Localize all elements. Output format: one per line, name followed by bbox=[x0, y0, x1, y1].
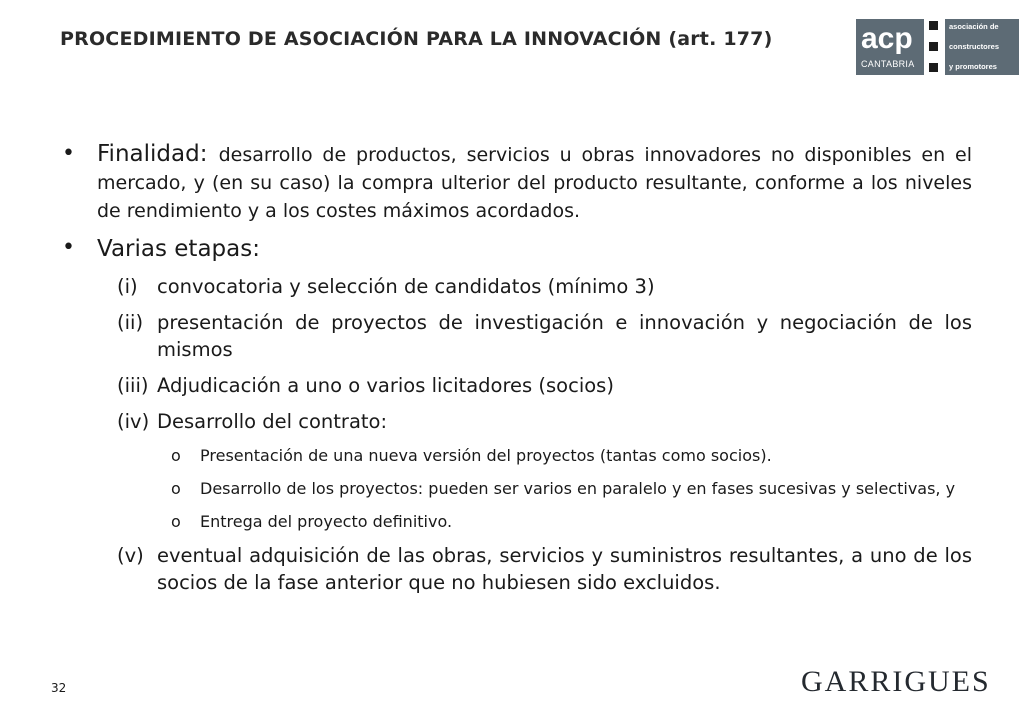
step-number: (i) bbox=[117, 275, 138, 298]
logo-line-3: y promotores bbox=[949, 62, 997, 71]
slide-content bbox=[60, 140, 972, 605]
circle-bullet-icon: o bbox=[171, 446, 181, 465]
varias-label: Varias etapas: bbox=[97, 236, 260, 262]
step-number: (ii) bbox=[117, 311, 144, 334]
substep-item bbox=[60, 509, 972, 534]
step-text: presentación de proyectos de investigación e innovación y negociación de los mismos bbox=[157, 311, 972, 361]
steps-list bbox=[60, 273, 972, 596]
logo-square-icon bbox=[929, 42, 938, 51]
finalidad-lead: Finalidad: bbox=[97, 141, 219, 167]
acp-cantabria-logo bbox=[856, 19, 1019, 75]
step-item bbox=[60, 542, 972, 596]
circle-bullet-icon: o bbox=[171, 479, 181, 498]
step-text: Adjudicación a uno o varios licitadores (socios) bbox=[157, 374, 614, 397]
logo-square-icon bbox=[929, 63, 938, 72]
substep-item bbox=[60, 476, 972, 501]
step-number: (iii) bbox=[117, 374, 149, 397]
bullet-finalidad bbox=[60, 140, 972, 225]
step-item bbox=[60, 408, 972, 435]
substep-text: Desarrollo de los proyectos: pueden ser varios en paralelo y en fases sucesivas y selectivas, y bbox=[200, 479, 956, 498]
bullet-varias-etapas bbox=[60, 234, 972, 264]
step-text: Desarrollo del contrato: bbox=[157, 410, 388, 433]
garrigues-logo: GARRIGUES bbox=[801, 665, 991, 698]
step-text: eventual adquisición de las obras, servicios y suministros resultantes, a uno de los socios de la fase anterior que no hubiesen sido excluidos. bbox=[157, 544, 972, 594]
logo-region: CANTABRIA bbox=[861, 59, 915, 69]
substep-text: Presentación de una nueva versión del proyectos (tantas como socios). bbox=[200, 446, 772, 465]
substep-text: Entrega del proyecto definitivo. bbox=[200, 512, 453, 531]
step-text: convocatoria y selección de candidatos (mínimo 3) bbox=[157, 275, 655, 298]
logo-words-block bbox=[945, 19, 1019, 75]
step-number: (iv) bbox=[117, 410, 150, 433]
logo-line-2: constructores bbox=[949, 42, 1000, 51]
step-item bbox=[60, 309, 972, 363]
step-item bbox=[60, 372, 972, 399]
logo-acronym: acp bbox=[861, 22, 913, 55]
logo-squares bbox=[924, 19, 945, 75]
slide-title: PROCEDIMIENTO DE ASOCIACIÓN PARA LA INNOVACIÓN (art. 177) bbox=[60, 28, 773, 50]
logo-square-icon bbox=[929, 21, 938, 30]
step-item bbox=[60, 273, 972, 300]
substep-item bbox=[60, 443, 972, 468]
bullet-icon: • bbox=[62, 235, 75, 260]
finalidad-text: desarrollo de productos, servicios u obras innovadores no disponibles en el mercado, y (en su caso) la compra ulterior del producto resultante, conforme a los niveles de rendimiento y a los costes máximos acordados. bbox=[97, 144, 972, 222]
step-number: (v) bbox=[117, 544, 144, 567]
substeps-list bbox=[60, 443, 972, 534]
circle-bullet-icon: o bbox=[171, 512, 181, 531]
page-number: 32 bbox=[51, 681, 67, 695]
logo-main-block bbox=[856, 19, 924, 75]
bullet-icon: • bbox=[62, 141, 75, 166]
logo-line-1: asociación de bbox=[949, 22, 999, 31]
